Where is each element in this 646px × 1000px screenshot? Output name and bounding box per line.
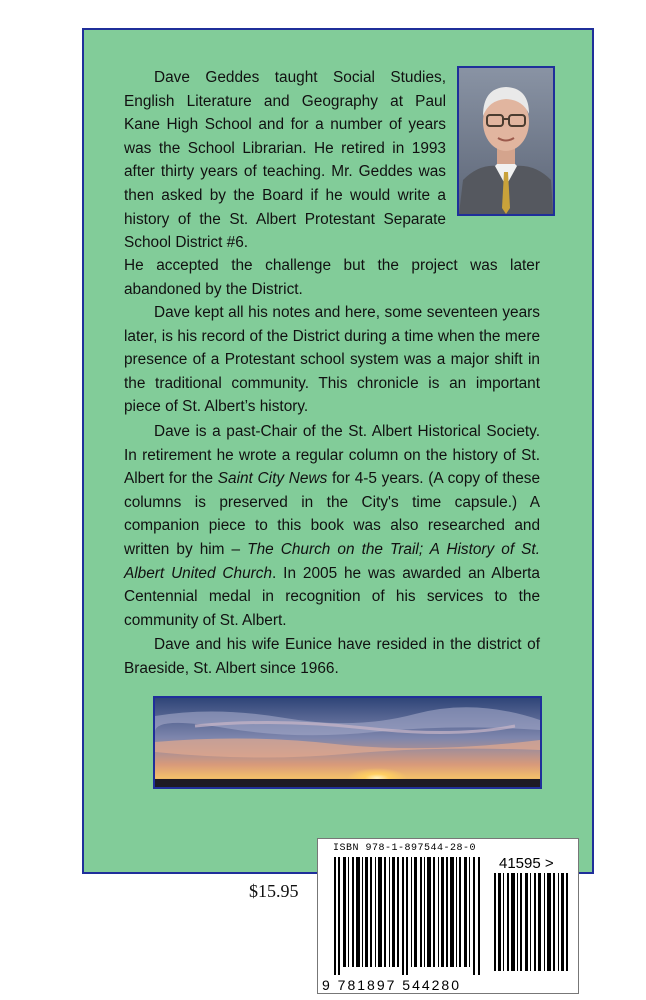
price-label: $15.95 bbox=[249, 881, 299, 901]
sunset-photo bbox=[153, 696, 542, 789]
sunset-landscape-image bbox=[155, 698, 540, 787]
bio-paragraph-4 bbox=[124, 633, 540, 680]
bio-paragraph-1-text: Dave Geddes taught Social Studies, English Literature and Geography at Paul Kane High School and for a number of years was the School Librarian. He retired in 1993 after thirty years of teaching. Mr. Geddes was then asked by the Board if he would write a history of the St. Albert Protestant Separate School District #6. bbox=[124, 69, 446, 252]
bio-paragraph-3 bbox=[124, 420, 540, 632]
isbn-text: ISBN 978-1-897544-28-0 bbox=[333, 843, 477, 854]
bio-paragraph-4-text: Dave and his wife Eunice have resided in the district of Braeside, St. Albert since 1966. bbox=[124, 636, 540, 677]
companion-book-title: The Church on the Trail; A History of St. Albert United Church bbox=[124, 540, 540, 582]
bio-paragraph-2-text: Dave kept all his notes and here, some seventeen years later, is his record of the District during a time when the mere presence of a Protestant school system was a major shift in the traditional community. This chronicle is an important piece of St. Albert’s history. bbox=[124, 304, 540, 416]
isbn-barcode bbox=[317, 838, 579, 994]
bio-paragraph-3-text-a: Dave is a past-Chair of the St. Albert Historical Society. In retirement he wrote a regular column on the history of St. Albert for the bbox=[124, 423, 540, 488]
ean-bars bbox=[334, 857, 484, 975]
addon-bars bbox=[494, 873, 570, 971]
author-photo bbox=[457, 66, 555, 216]
barcode-number: 9 781897 544280 bbox=[322, 977, 461, 993]
newspaper-title: Saint City News bbox=[217, 470, 328, 488]
bio-paragraph-1 bbox=[124, 66, 446, 255]
bio-paragraph-1-continued-text: He accepted the challenge but the project was later abandoned by the District. bbox=[124, 257, 540, 298]
author-portrait-image bbox=[459, 68, 553, 214]
price-code-text: 41595 > bbox=[499, 855, 554, 872]
bio-paragraph-3-text-b: for 4-5 years. (A copy of these columns is preserved in the City's time capsule.) A companion piece to this book was also researched and written by him – bbox=[124, 470, 541, 558]
bio-paragraph-2 bbox=[124, 301, 540, 419]
back-cover-panel bbox=[82, 28, 594, 874]
bio-paragraph-3-text-c: . In 2005 he was awarded an Alberta Centennial medal in recognition of his services to the community of St. Albert. bbox=[124, 564, 540, 629]
bio-paragraph-1-continued bbox=[124, 254, 540, 301]
